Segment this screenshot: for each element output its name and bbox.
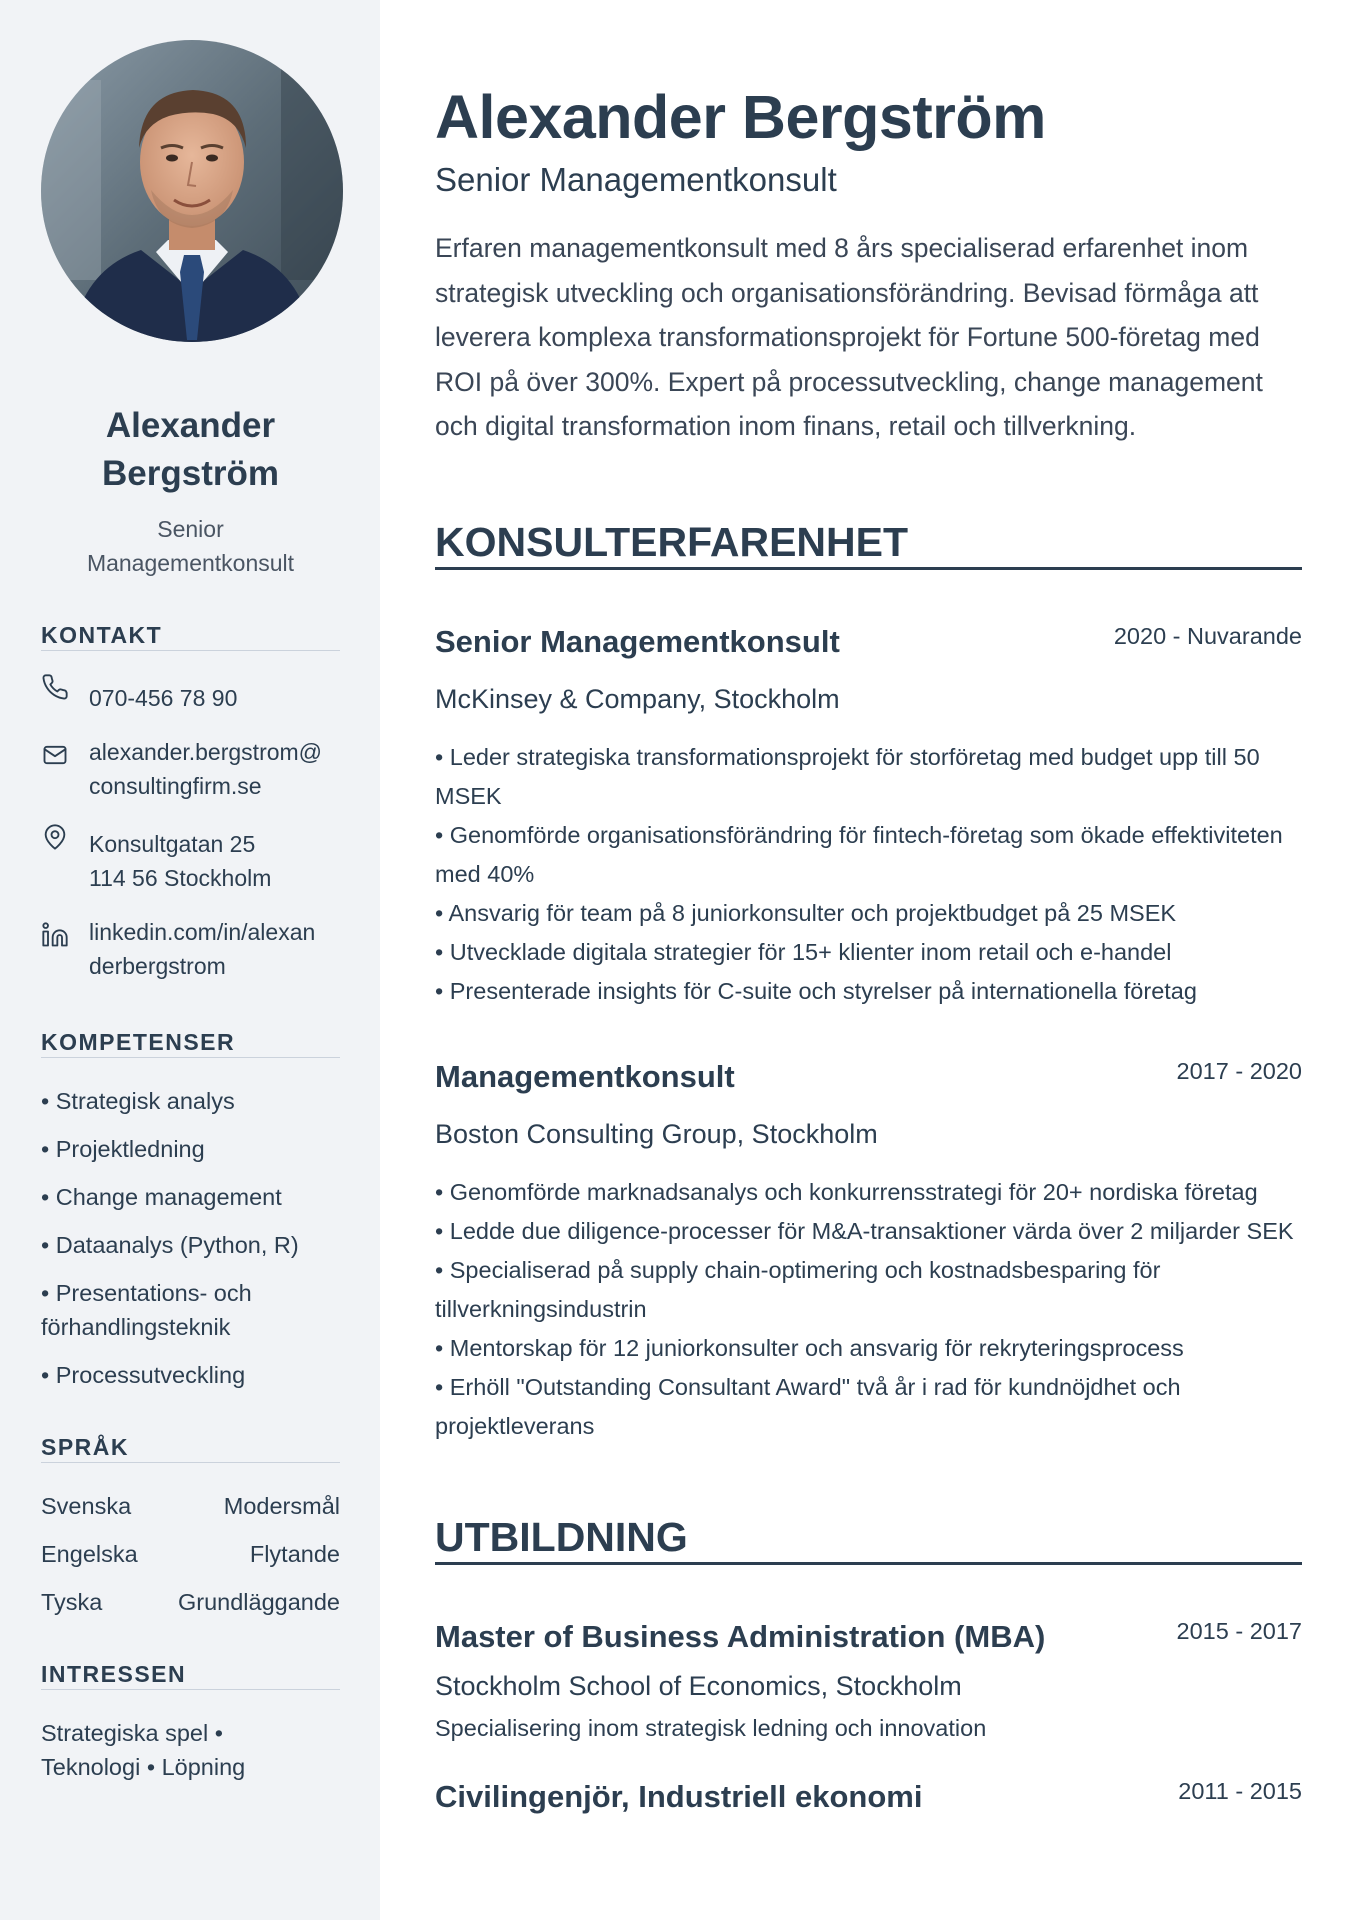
job-bullets [435,1173,1302,1446]
language-name: Engelska [41,1541,138,1567]
education-description: Specialisering inom strategisk ledning och innovation [435,1714,987,1741]
profile-photo [41,40,343,342]
job-bullets [435,738,1302,1011]
sidebar-name-line2: Bergström [102,454,279,493]
language-level: Flytande [249,1541,340,1567]
job-bullet: • Mentorskap för 12 juniorkonsulter och ansvarig för rekryteringsprocess [435,1334,1184,1361]
education-entry [435,1777,1302,1817]
language-level: Modersmål [223,1493,340,1519]
linkedin-icon [41,915,89,949]
skills-section [41,1027,340,1392]
sidebar-title [41,512,340,580]
job-company: McKinsey & Company, Stockholm [435,683,840,714]
language-name: Svenska [41,1493,132,1519]
language-level: Grundläggande [177,1589,340,1615]
sidebar-title-line1: Senior [157,516,224,542]
skill-item: • Projektledning [41,1136,205,1162]
job-company: Boston Consulting Group, Stockholm [435,1118,878,1149]
contact-address [41,823,340,895]
sidebar [0,0,380,1920]
language-name: Tyska [41,1589,103,1615]
job-title-header: Senior Managementkonsult [435,161,837,198]
job-bullet: • Utvecklade digitala strategier för 15+ klienter inom retail och e-handel [435,938,1172,965]
job-bullet: • Genomförde organisationsförändring för fintech-företag som ökade effektiviteten med 40% [435,821,1283,887]
contact-phone [41,673,340,715]
language-row [41,1537,340,1571]
page-title: Alexander Bergström [435,83,1046,151]
degree-title: Civilingenjör, Industriell ekonomi [435,1778,923,1814]
job-bullet: • Specialiserad på supply chain-optimering och kostnadsbesparing för tillverkningsindustrin [435,1256,1161,1322]
job-date: 2020 - Nuvarande [1113,622,1302,649]
phone-text[interactable] [89,673,237,715]
education-heading: UTBILDNING [435,1512,1302,1565]
interests-line1: Strategiska spel • [41,1720,223,1746]
job-entry [435,1057,1302,1446]
job-bullet: • Ansvarig för team på 8 juniorkonsulter och projektbudget på 25 MSEK [435,899,1177,926]
degree-title: Master of Business Administration (MBA) [435,1618,1046,1654]
job-entry [435,622,1302,1011]
main-content [380,0,1357,1920]
address-line2: 114 56 Stockholm [89,865,272,891]
language-row [41,1585,340,1619]
interests-text [41,1716,340,1784]
experience-heading: KONSULTERFARENHET [435,517,1302,570]
interests-heading: INTRESSEN [41,1659,340,1690]
contact-linkedin [41,915,340,983]
job-bullet: • Erhöll "Outstanding Consultant Award" två år i rad för kundnöjdhet och projektleverans [435,1373,1181,1439]
skill-item: • Dataanalys (Python, R) [41,1232,299,1258]
phone-icon [41,673,89,701]
profile-summary: Erfaren managementkonsult med 8 års specialiserad erfarenhet inom strategisk utveckling och organisationsförändring. Bevisad förmåga att leverera komplexa transformationsprojekt för Fortune 500-företag med ROI på över 300%. Expert på processutveckling, change management och digital transformation inom finans, retail och tillverkning. [435,233,1263,441]
languages-heading: SPRÅK [41,1432,340,1463]
contact-section [41,620,340,983]
linkedin-line2[interactable]: derbergstrom [89,953,226,979]
phone-value[interactable]: 070-456 78 90 [89,685,238,711]
job-title: Managementkonsult [435,1058,735,1094]
education-date: 2015 - 2017 [1176,1617,1302,1644]
contact-email [41,735,340,803]
address-text [89,823,271,895]
education-date: 2011 - 2015 [1178,1777,1302,1804]
skills-heading: KOMPETENSER [41,1027,340,1058]
job-bullet: • Leder strategiska transformationsprojekt för storföretag med budget upp till 50 MSEK [435,743,1260,809]
interests-section [41,1659,340,1784]
sidebar-name-line1: Alexander [105,406,276,445]
mail-icon [41,735,89,769]
skill-item: • Change management [41,1184,282,1210]
location-pin-icon [41,823,89,851]
email-line1[interactable]: alexander.bergstrom@ [89,739,323,765]
languages-section [41,1432,340,1619]
contact-heading: KONTAKT [41,620,340,651]
language-row [41,1489,340,1523]
sidebar-title-line2: Managementkonsult [86,550,295,576]
job-title: Senior Managementkonsult [435,623,840,659]
interests-line2: Teknologi • Löpning [41,1754,246,1780]
email-line2[interactable]: consultingfirm.se [89,773,262,799]
avatar [41,40,343,342]
email-text[interactable] [89,735,322,803]
job-bullet: • Genomförde marknadsanalys och konkurrensstrategi för 20+ nordiska företag [435,1178,1258,1205]
skill-item: • Processutveckling [41,1362,246,1388]
linkedin-line1[interactable]: linkedin.com/in/alexan [89,919,316,945]
skill-item: • Presentations- och förhandlingsteknik [41,1280,252,1340]
linkedin-text[interactable] [89,915,315,983]
skill-item: • Strategisk analys [41,1088,235,1114]
job-bullet: • Presenterade insights för C-suite och styrelser på internationella företag [435,977,1197,1004]
job-date: 2017 - 2020 [1176,1057,1302,1084]
education-entry [435,1617,1302,1745]
job-bullet: • Ledde due diligence-processer för M&A-transaktioner värda över 2 miljarder SEK [435,1217,1294,1244]
school-name: Stockholm School of Economics, Stockholm [435,1670,962,1701]
sidebar-name [41,402,340,498]
address-line1: Konsultgatan 25 [89,831,256,857]
